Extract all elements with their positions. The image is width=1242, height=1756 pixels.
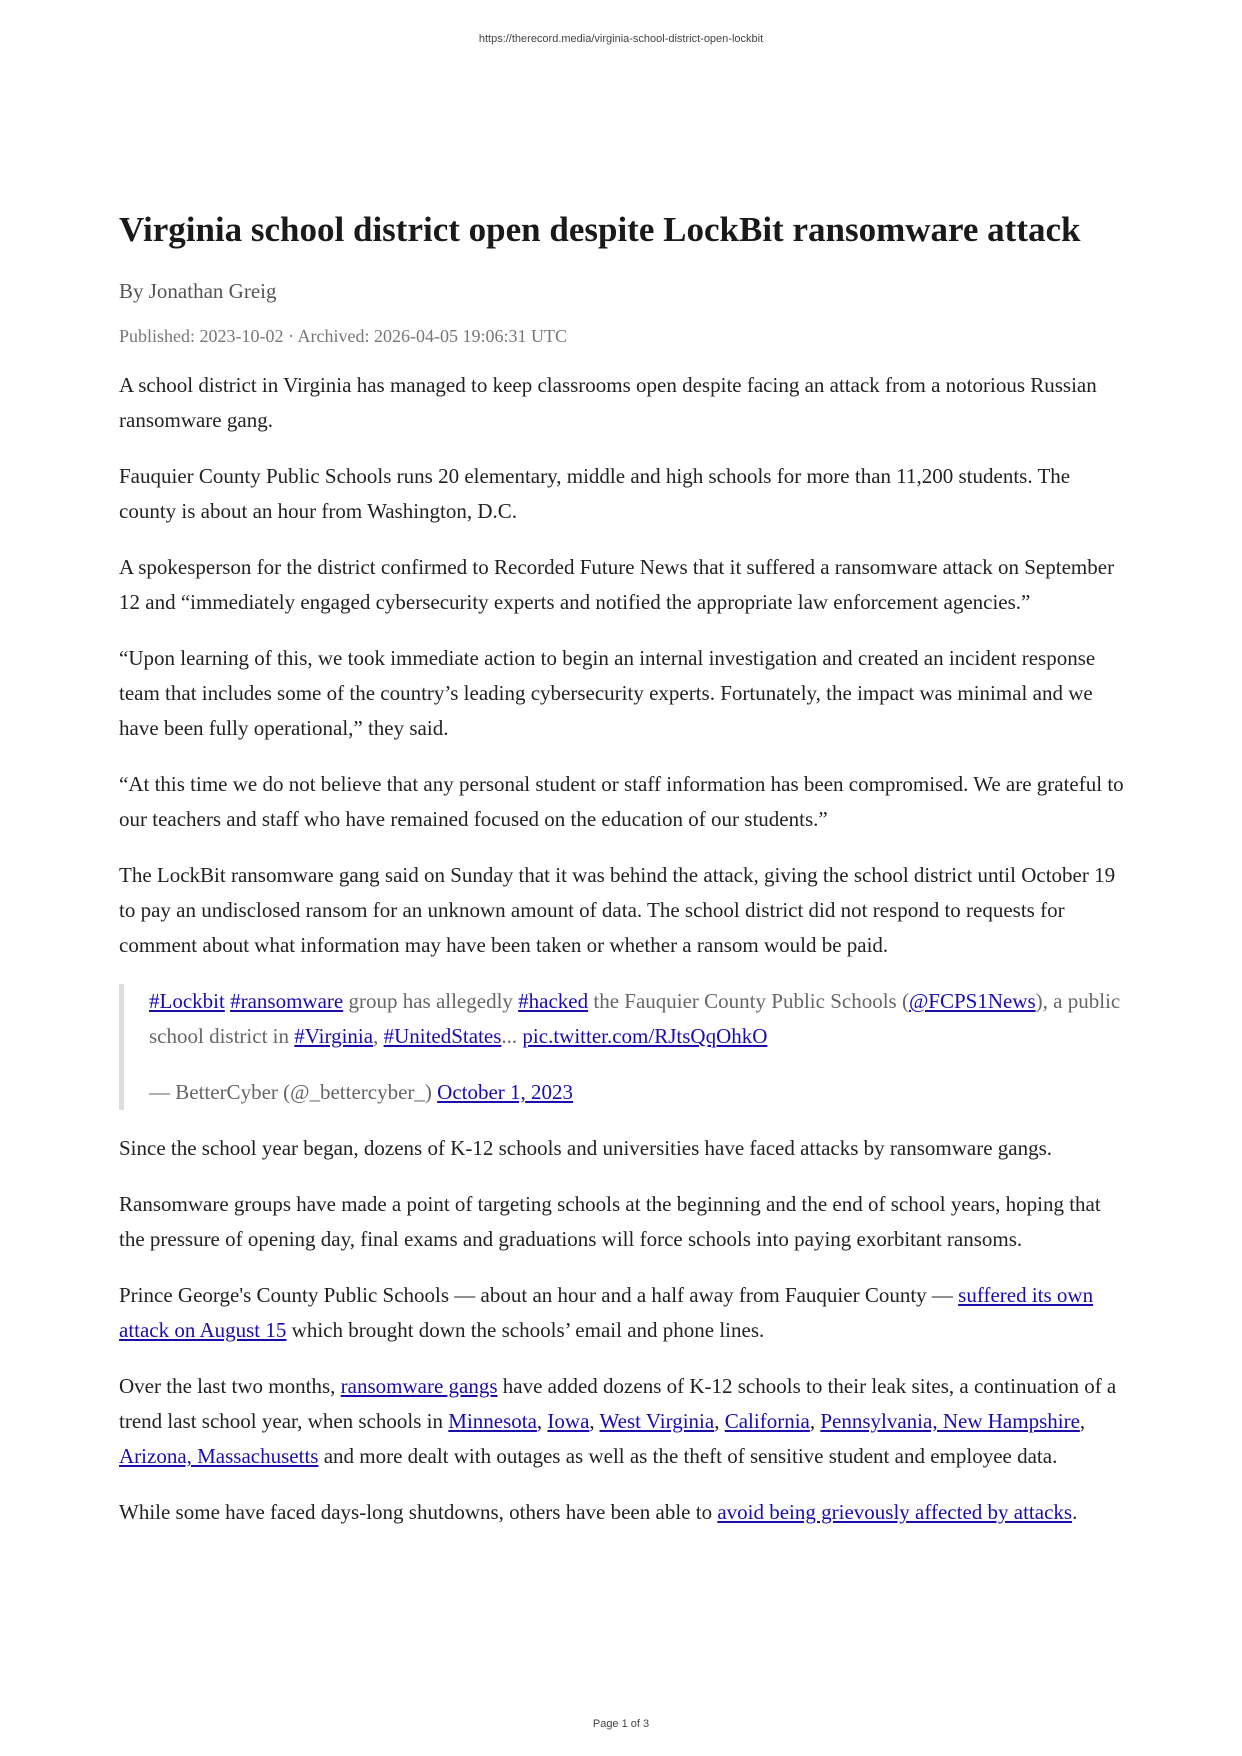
prince-georges-attack-link[interactable]: suffered its own attack on August 15: [119, 1283, 1094, 1342]
tweet-text-segment: ...: [501, 1024, 523, 1048]
paragraph: The LockBit ransomware gang said on Sunday that it was behind the attack, giving the school district until October 19 to pay an undisclosed ransom for an unknown amount of data. The school district did not respond to requests for comment about what information may have been taken or whether a ransom would be paid.: [119, 863, 1116, 957]
paragraph-text: ,: [809, 1409, 821, 1433]
paragraph-text: .: [1072, 1500, 1078, 1524]
paragraph: [119, 1369, 1129, 1474]
tweet-text-segment: group has allegedly: [343, 989, 519, 1013]
paragraph: [119, 1278, 1129, 1348]
paragraph: “Upon learning of this, we took immediate action to begin an internal investigation and created an incident response team that includes some of the country’s leading cybersecurity experts. Fortunately, the impact was minimal and we have been fully operational,” they said.: [119, 646, 1096, 740]
paragraph: “At this time we do not believe that any personal student or staff information has been compromised. We are grateful to our teachers and staff who have remained focused on the education of our students.”: [119, 772, 1124, 831]
hashtag-ransomware-link[interactable]: #ransomware: [230, 989, 344, 1013]
paragraph-text: ,: [1079, 1409, 1086, 1433]
paragraph: A school district in Virginia has managed to keep classrooms open despite facing an attack from a notorious Russian ransomware gang.: [119, 373, 1097, 432]
paragraph-text: Over the last two months,: [119, 1374, 341, 1398]
paragraph-text: While some have faced days-long shutdowns, others have been able to: [119, 1500, 718, 1524]
tweet-attribution: [149, 1075, 1129, 1110]
paragraph: A spokesperson for the district confirmed to Recorded Future News that it suffered a ransomware attack on September 12 and “immediately engaged cybersecurity experts and notified the appropriate law enforcement agencies.”: [119, 555, 1115, 614]
tweet-text-segment: ,: [373, 1024, 384, 1048]
paragraph-text: Prince George's County Public Schools — about an hour and a half away from Fauquier County —: [119, 1283, 959, 1307]
hashtag-virginia-link[interactable]: #Virginia: [294, 1024, 374, 1048]
hashtag-lockbit-link[interactable]: #Lockbit: [149, 989, 225, 1013]
paragraph-text: ,: [714, 1409, 725, 1433]
tweet-date-link[interactable]: October 1, 2023: [437, 1080, 574, 1104]
tweet-pic-link[interactable]: pic.twitter.com/RJtsQqOhkO: [522, 1024, 768, 1048]
iowa-link[interactable]: Iowa: [547, 1409, 590, 1433]
minnesota-link[interactable]: Minnesota: [448, 1409, 537, 1433]
embedded-tweet: [119, 984, 1129, 1110]
paragraph: [119, 1495, 1129, 1530]
hashtag-unitedstates-link[interactable]: #UnitedStates: [383, 1024, 502, 1048]
paragraph: Fauquier County Public Schools runs 20 elementary, middle and high schools for more than 11,200 students. The county is about an hour from Washington, D.C.: [119, 464, 1071, 523]
hashtag-hacked-link[interactable]: #hacked: [518, 989, 589, 1013]
tweet-text-segment: the Fauquier County Public Schools (: [588, 989, 909, 1013]
page-url-header: https://therecord.media/virginia-school-district-open-lockbit: [478, 33, 764, 45]
avoid-attacks-link[interactable]: avoid being grievously affected by attacks: [717, 1500, 1073, 1524]
west-virginia-link[interactable]: West Virginia: [599, 1409, 715, 1433]
pennsylvania-new-hampshire-link[interactable]: Pennsylvania, New Hampshire: [820, 1409, 1080, 1433]
tweet-author: — BetterCyber (@_bettercyber_): [149, 1080, 438, 1104]
page-number: Page 1 of 3: [592, 1718, 650, 1730]
paragraph-text: which brought down the schools’ email and phone lines.: [286, 1318, 765, 1342]
ransomware-gangs-link[interactable]: ransomware gangs: [340, 1374, 498, 1398]
fcps-mention-link[interactable]: @FCPS1News: [908, 989, 1036, 1013]
article-byline: By Jonathan Greig: [119, 279, 277, 303]
paragraph-text: ,: [536, 1409, 548, 1433]
article-meta: Published: 2023-10-02 · Archived: 2026-04-05 19:06:31 UTC: [119, 326, 567, 346]
article: [119, 210, 1129, 1551]
tweet-text: [149, 984, 1129, 1054]
california-link[interactable]: California: [724, 1409, 810, 1433]
arizona-massachusetts-link[interactable]: Arizona, Massachusetts: [119, 1444, 319, 1468]
article-title: Virginia school district open despite LockBit ransomware attack: [119, 210, 1081, 249]
tweet-text-segment: ), a public school district in: [149, 989, 1121, 1048]
paragraph: Ransomware groups have made a point of targeting schools at the beginning and the end of school years, hoping that the pressure of opening day, final exams and graduations will force schools into paying exorbitant ransoms.: [119, 1192, 1101, 1251]
paragraph: Since the school year began, dozens of K-12 schools and universities have faced attacks by ransomware gangs.: [119, 1136, 1053, 1160]
paragraph-text: have added dozens of K-12 schools to their leak sites, a continuation of a trend last school year, when schools in: [119, 1374, 1117, 1433]
article-body: [119, 368, 1129, 1530]
paragraph-text: and more dealt with outages as well as the theft of sensitive student and employee data.: [318, 1444, 1058, 1468]
paragraph-text: ,: [589, 1409, 600, 1433]
